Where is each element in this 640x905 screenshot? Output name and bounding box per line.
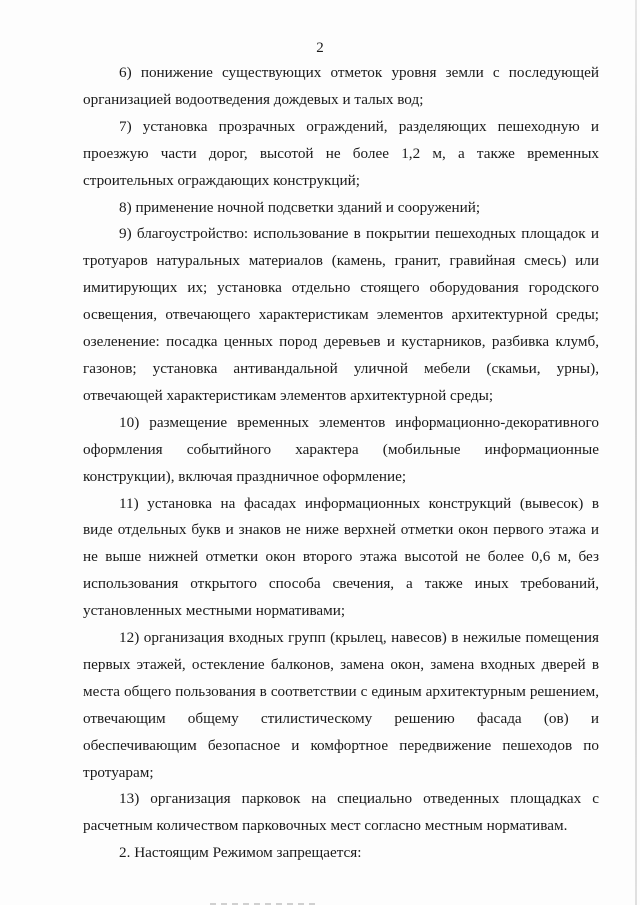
scan-edge-shadow xyxy=(635,0,637,905)
paragraph-item-10: 10) размещение временных элементов информационно-декоративного оформления событийного характера (мобильные информационные конструкции), включая праздничное оформление; xyxy=(83,413,599,485)
paragraph-item-7: 7) установка прозрачных ограждений, разделяющих пешеходную и проезжую части дорог, высотой не более 1,2 м, а также временных строительных ограждающих конструкций; xyxy=(83,117,599,189)
paragraph-item-13: 13) организация парковок на специально отведенных площадках с расчетным количеством парковочных мест согласно местным нормативам. xyxy=(83,790,599,835)
paragraph-item-11: 11) установка на фасадах информационных конструкций (вывесок) в виде отдельных букв и знаков не ниже верхней отметки окон первого этажа и не выше нижней отметки окон второго этажа высотой не более 0,6 м, без использования открытого способа свечения, а также иных требований, установленных местными нормативами; xyxy=(83,494,599,620)
section-2-heading: 2. Настоящим Режимом запрещается: xyxy=(119,844,362,862)
paragraph-item-8: 8) применение ночной подсветки зданий и сооружений; xyxy=(119,198,481,216)
paragraph-item-9: 9) благоустройство: использование в покрытии пешеходных площадок и тротуаров натуральных материалов (камень, гранит, гравийная смесь) или имитирующих их; установка отдельно стоящего оборудования городского освещения, отвечающего характеристикам элементов архитектурной среды; озеленение: посадка ценных пород деревьев и кустарников, разбивка клумб, газонов; установка антивандальной уличной мебели (скамьи, урны), отвечающей характеристикам элементов архитектурной среды; xyxy=(83,225,599,404)
paragraph-item-12: 12) организация входных групп (крылец, навесов) в нежилые помещения первых этажей, остекление балконов, замена окон, замена входных дверей в места общего пользования в соответствии с единым архитектурным решением, отвечающим общему стилистическому решению фасада (ов) и обеспечивающим безопасное и комфортное передвижение пешеходов по тротуарам; xyxy=(83,629,599,781)
document-body xyxy=(83,60,599,867)
page-number: 2 xyxy=(316,40,324,56)
paragraph-item-6: 6) понижение существующих отметок уровня земли с последующей организацией водоотведения дождевых и талых вод; xyxy=(83,64,599,108)
